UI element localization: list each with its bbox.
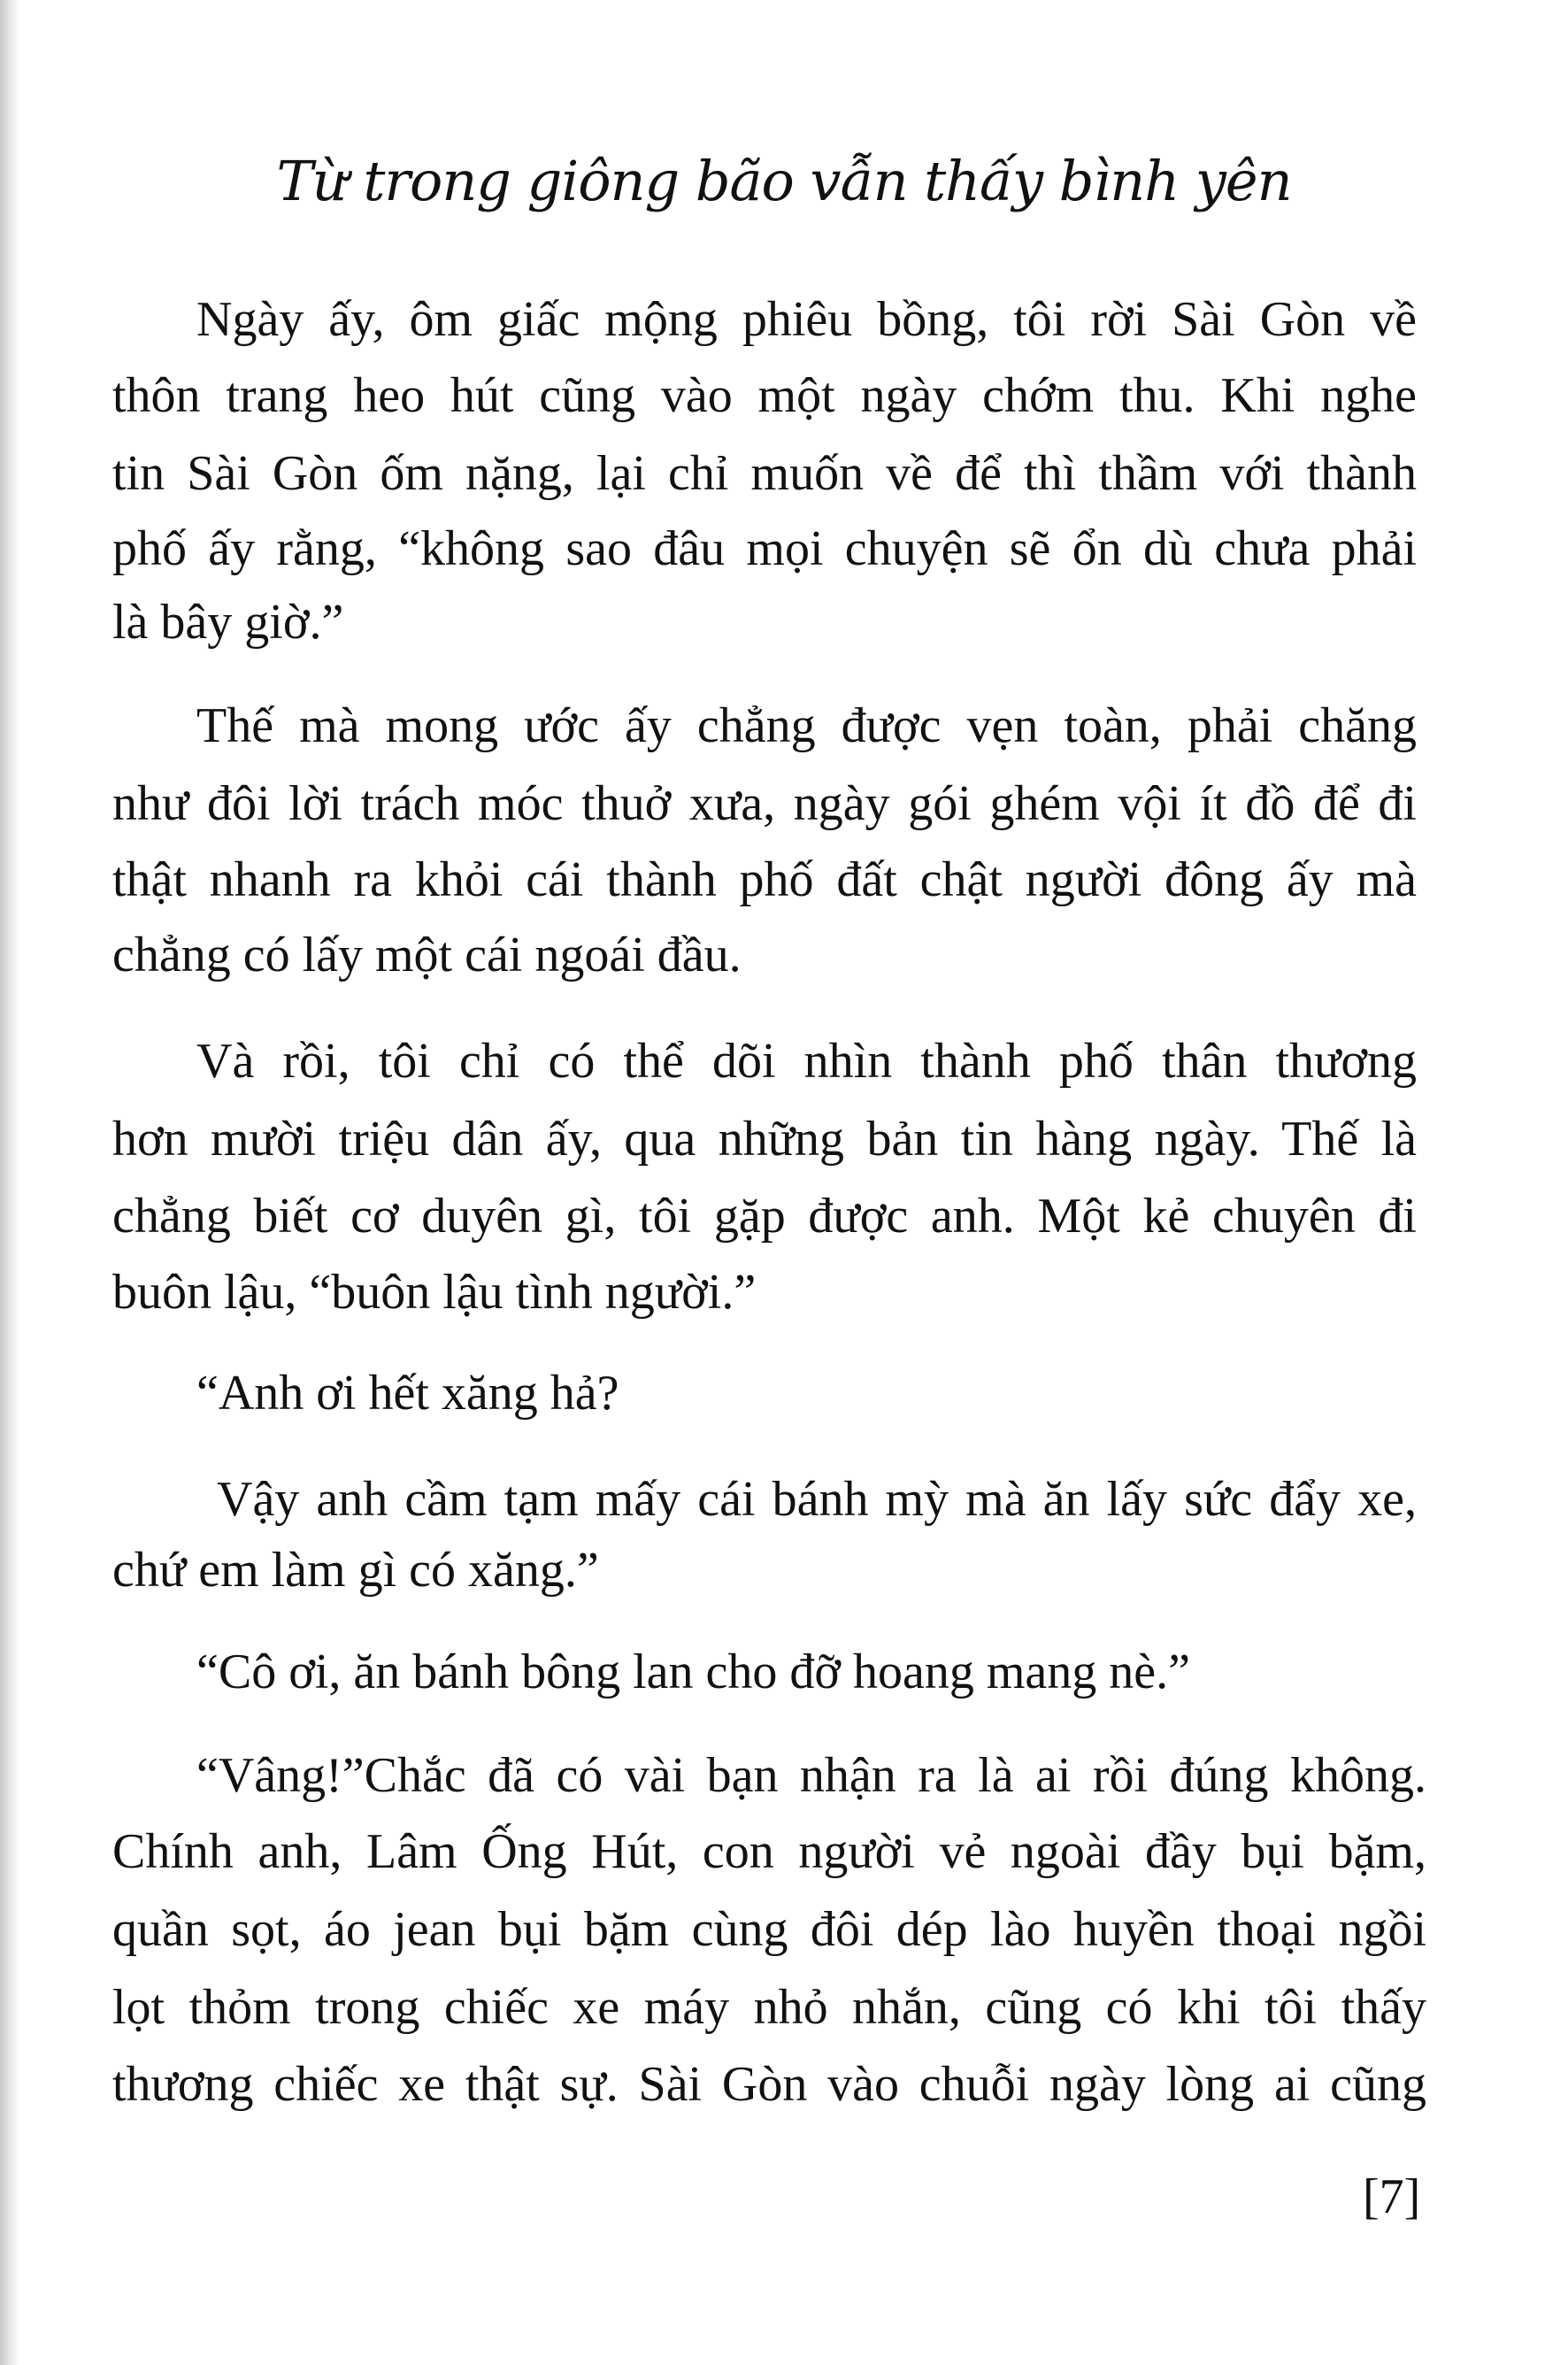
scan-edge-shadow (0, 0, 19, 2365)
text-line: Chính anh, Lâm Ống Hút, con người vẻ ngoài đầy bụi bặm, (112, 1824, 1426, 1879)
text-line: tin Sài Gòn ốm nặng, lại chỉ muốn về để thì thầm với thành (112, 446, 1417, 501)
text-line: thôn trang heo hút cũng vào một ngày chớm thu. Khi nghe (112, 368, 1417, 423)
text-line: chứ em làm gì có xăng.” (112, 1543, 599, 1598)
text-line: Thế mà mong ước ấy chẳng được vẹn toàn, phải chăng (196, 698, 1417, 753)
text-line: “Vâng!”Chắc đã có vài bạn nhận ra là ai rồi đúng không. (196, 1748, 1426, 1803)
page-number: [7] (1363, 2169, 1421, 2224)
text-line: hơn mười triệu dân ấy, qua những bản tin hàng ngày. Thế là (112, 1112, 1417, 1167)
text-line: thương chiếc xe thật sự. Sài Gòn vào chuỗi ngày lòng ai cũng (112, 2057, 1426, 2112)
text-line: “Anh ơi hết xăng hả? (196, 1366, 619, 1421)
text-line: quần sọt, áo jean bụi bặm cùng đôi dép lào huyền thoại ngồi (112, 1902, 1426, 1957)
text-line: chẳng có lấy một cái ngoái đầu. (112, 928, 742, 982)
text-line: Vậy anh cầm tạm mấy cái bánh mỳ mà ăn lấy sức đẩy xe, (217, 1472, 1417, 1527)
text-line: buôn lậu, “buôn lậu tình người.” (112, 1265, 757, 1320)
text-line: chẳng biết cơ duyên gì, tôi gặp được anh. Một kẻ chuyên đi (112, 1189, 1417, 1244)
text-line: “Cô ơi, ăn bánh bông lan cho đỡ hoang mang nè.” (196, 1645, 1190, 1699)
chapter-title: Từ trong giông bão vẫn thấy bình yên (276, 149, 1292, 213)
text-line: lọt thỏm trong chiếc xe máy nhỏ nhắn, cũng có khi tôi thấy (112, 1980, 1426, 2035)
text-line: phố ấy rằng, “không sao đâu mọi chuyện sẽ ổn dù chưa phải (112, 521, 1417, 576)
text-line: là bây giờ.” (112, 595, 344, 650)
text-line: thật nhanh ra khỏi cái thành phố đất chật người đông ấy mà (112, 852, 1417, 907)
text-line: Và rồi, tôi chỉ có thể dõi nhìn thành phố thân thương (196, 1034, 1417, 1089)
text-line: Ngày ấy, ôm giấc mộng phiêu bồng, tôi rời Sài Gòn về (196, 292, 1417, 347)
text-line: như đôi lời trách móc thuở xưa, ngày gói ghém vội ít đồ để đi (112, 776, 1417, 831)
